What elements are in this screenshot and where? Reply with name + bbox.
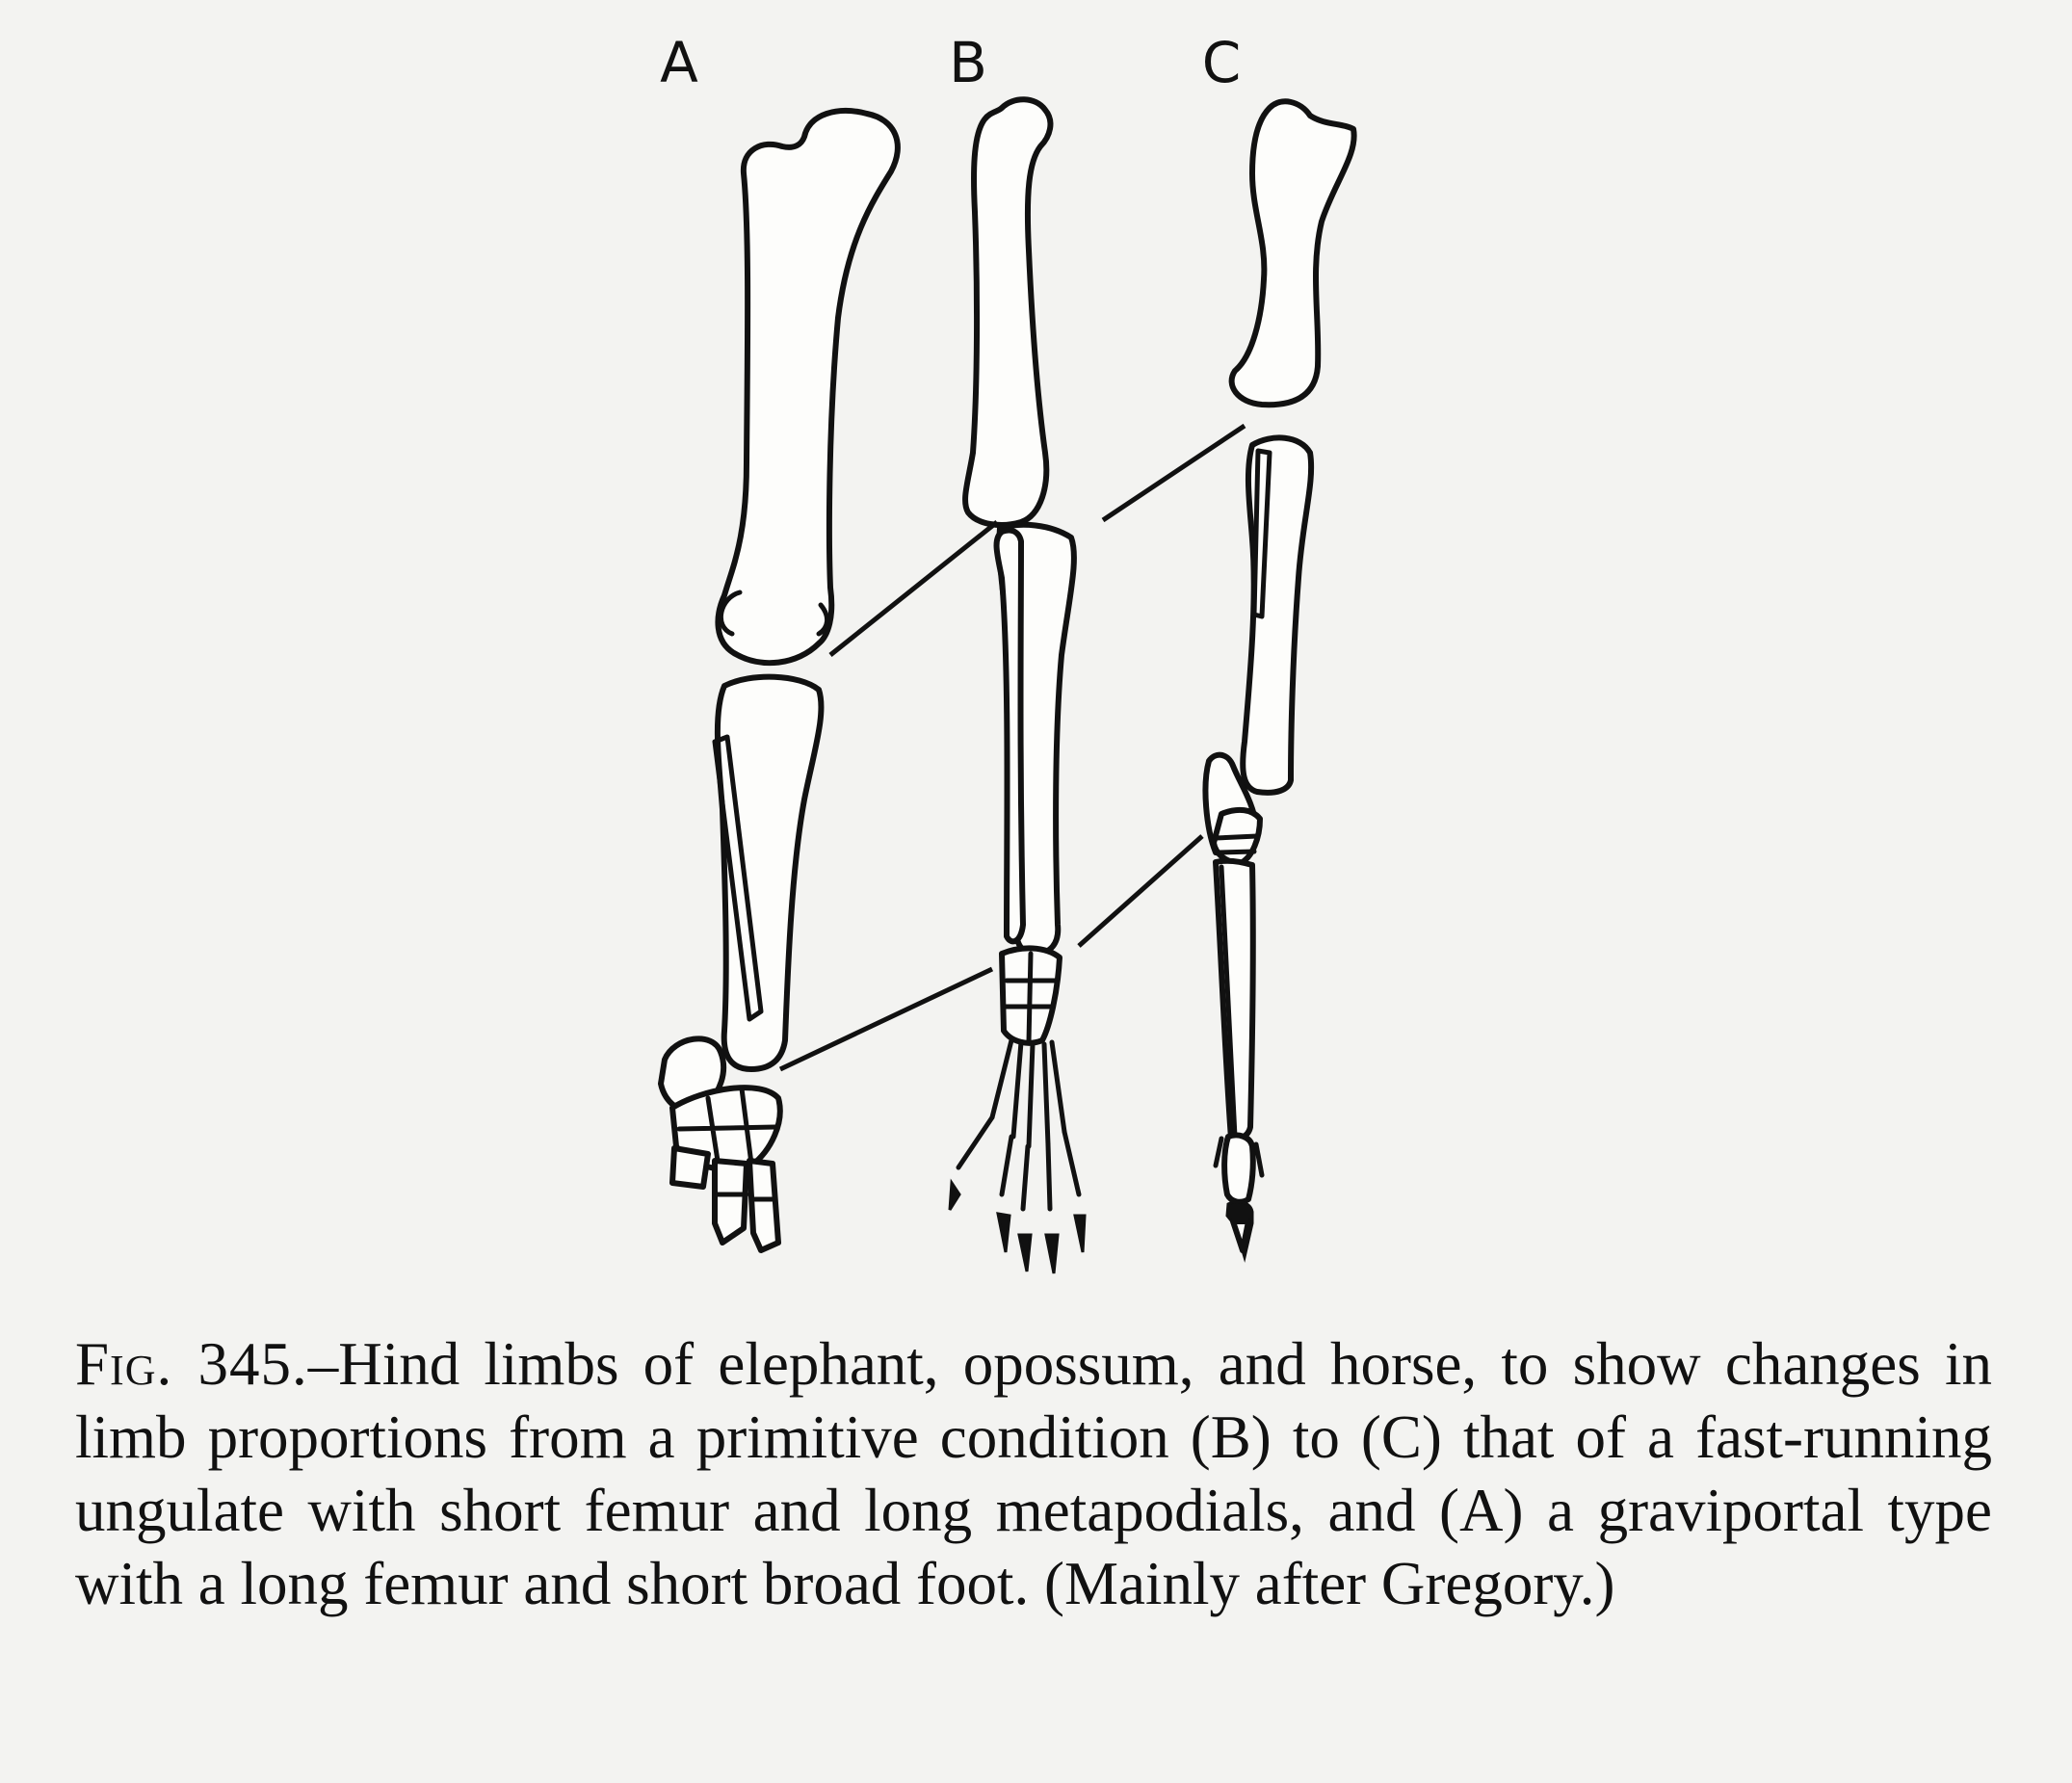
claw-b4 [1046,1235,1058,1273]
limb-c-horse [1205,101,1353,1257]
limb-b-opossum [950,99,1085,1273]
claw-b5 [1075,1216,1085,1252]
digit-a1 [672,1148,708,1187]
claw-b1 [950,1183,959,1210]
pastern-c [1224,1135,1253,1201]
metatarsals-b [992,1040,1064,1146]
ankle-line-a-b [780,969,992,1069]
femur-c [1232,101,1354,405]
fibula-b [997,530,1023,941]
label-a: A [660,30,698,95]
femur-b [965,99,1050,525]
phalanges-b [958,1117,1079,1209]
claw-b3 [1019,1235,1031,1272]
digit-a2 [715,1161,747,1243]
knee-line-b-c [1103,426,1245,520]
claw-b2 [998,1214,1010,1252]
digit-a3 [749,1161,778,1250]
limb-a-elephant [661,111,898,1250]
knee-line-a-b [830,522,997,655]
caption-text: –Hind limbs of elephant, opossum, and horse, to show changes in limb proportions from a primitive condition (B) to (C) that of a fast-running ungulate with short femur and long metapodials, and (A) a graviportal type with a long femur and short broad foot. (Mainly after Gregory.) [75,1330,1992,1617]
label-b: B [949,30,987,95]
ankle-line-b-c [1079,836,1202,946]
label-c: C [1201,30,1242,95]
caption-figure-label: Fig. 345. [75,1330,308,1398]
femur-a [718,111,897,663]
figure-caption [75,1327,1992,1620]
